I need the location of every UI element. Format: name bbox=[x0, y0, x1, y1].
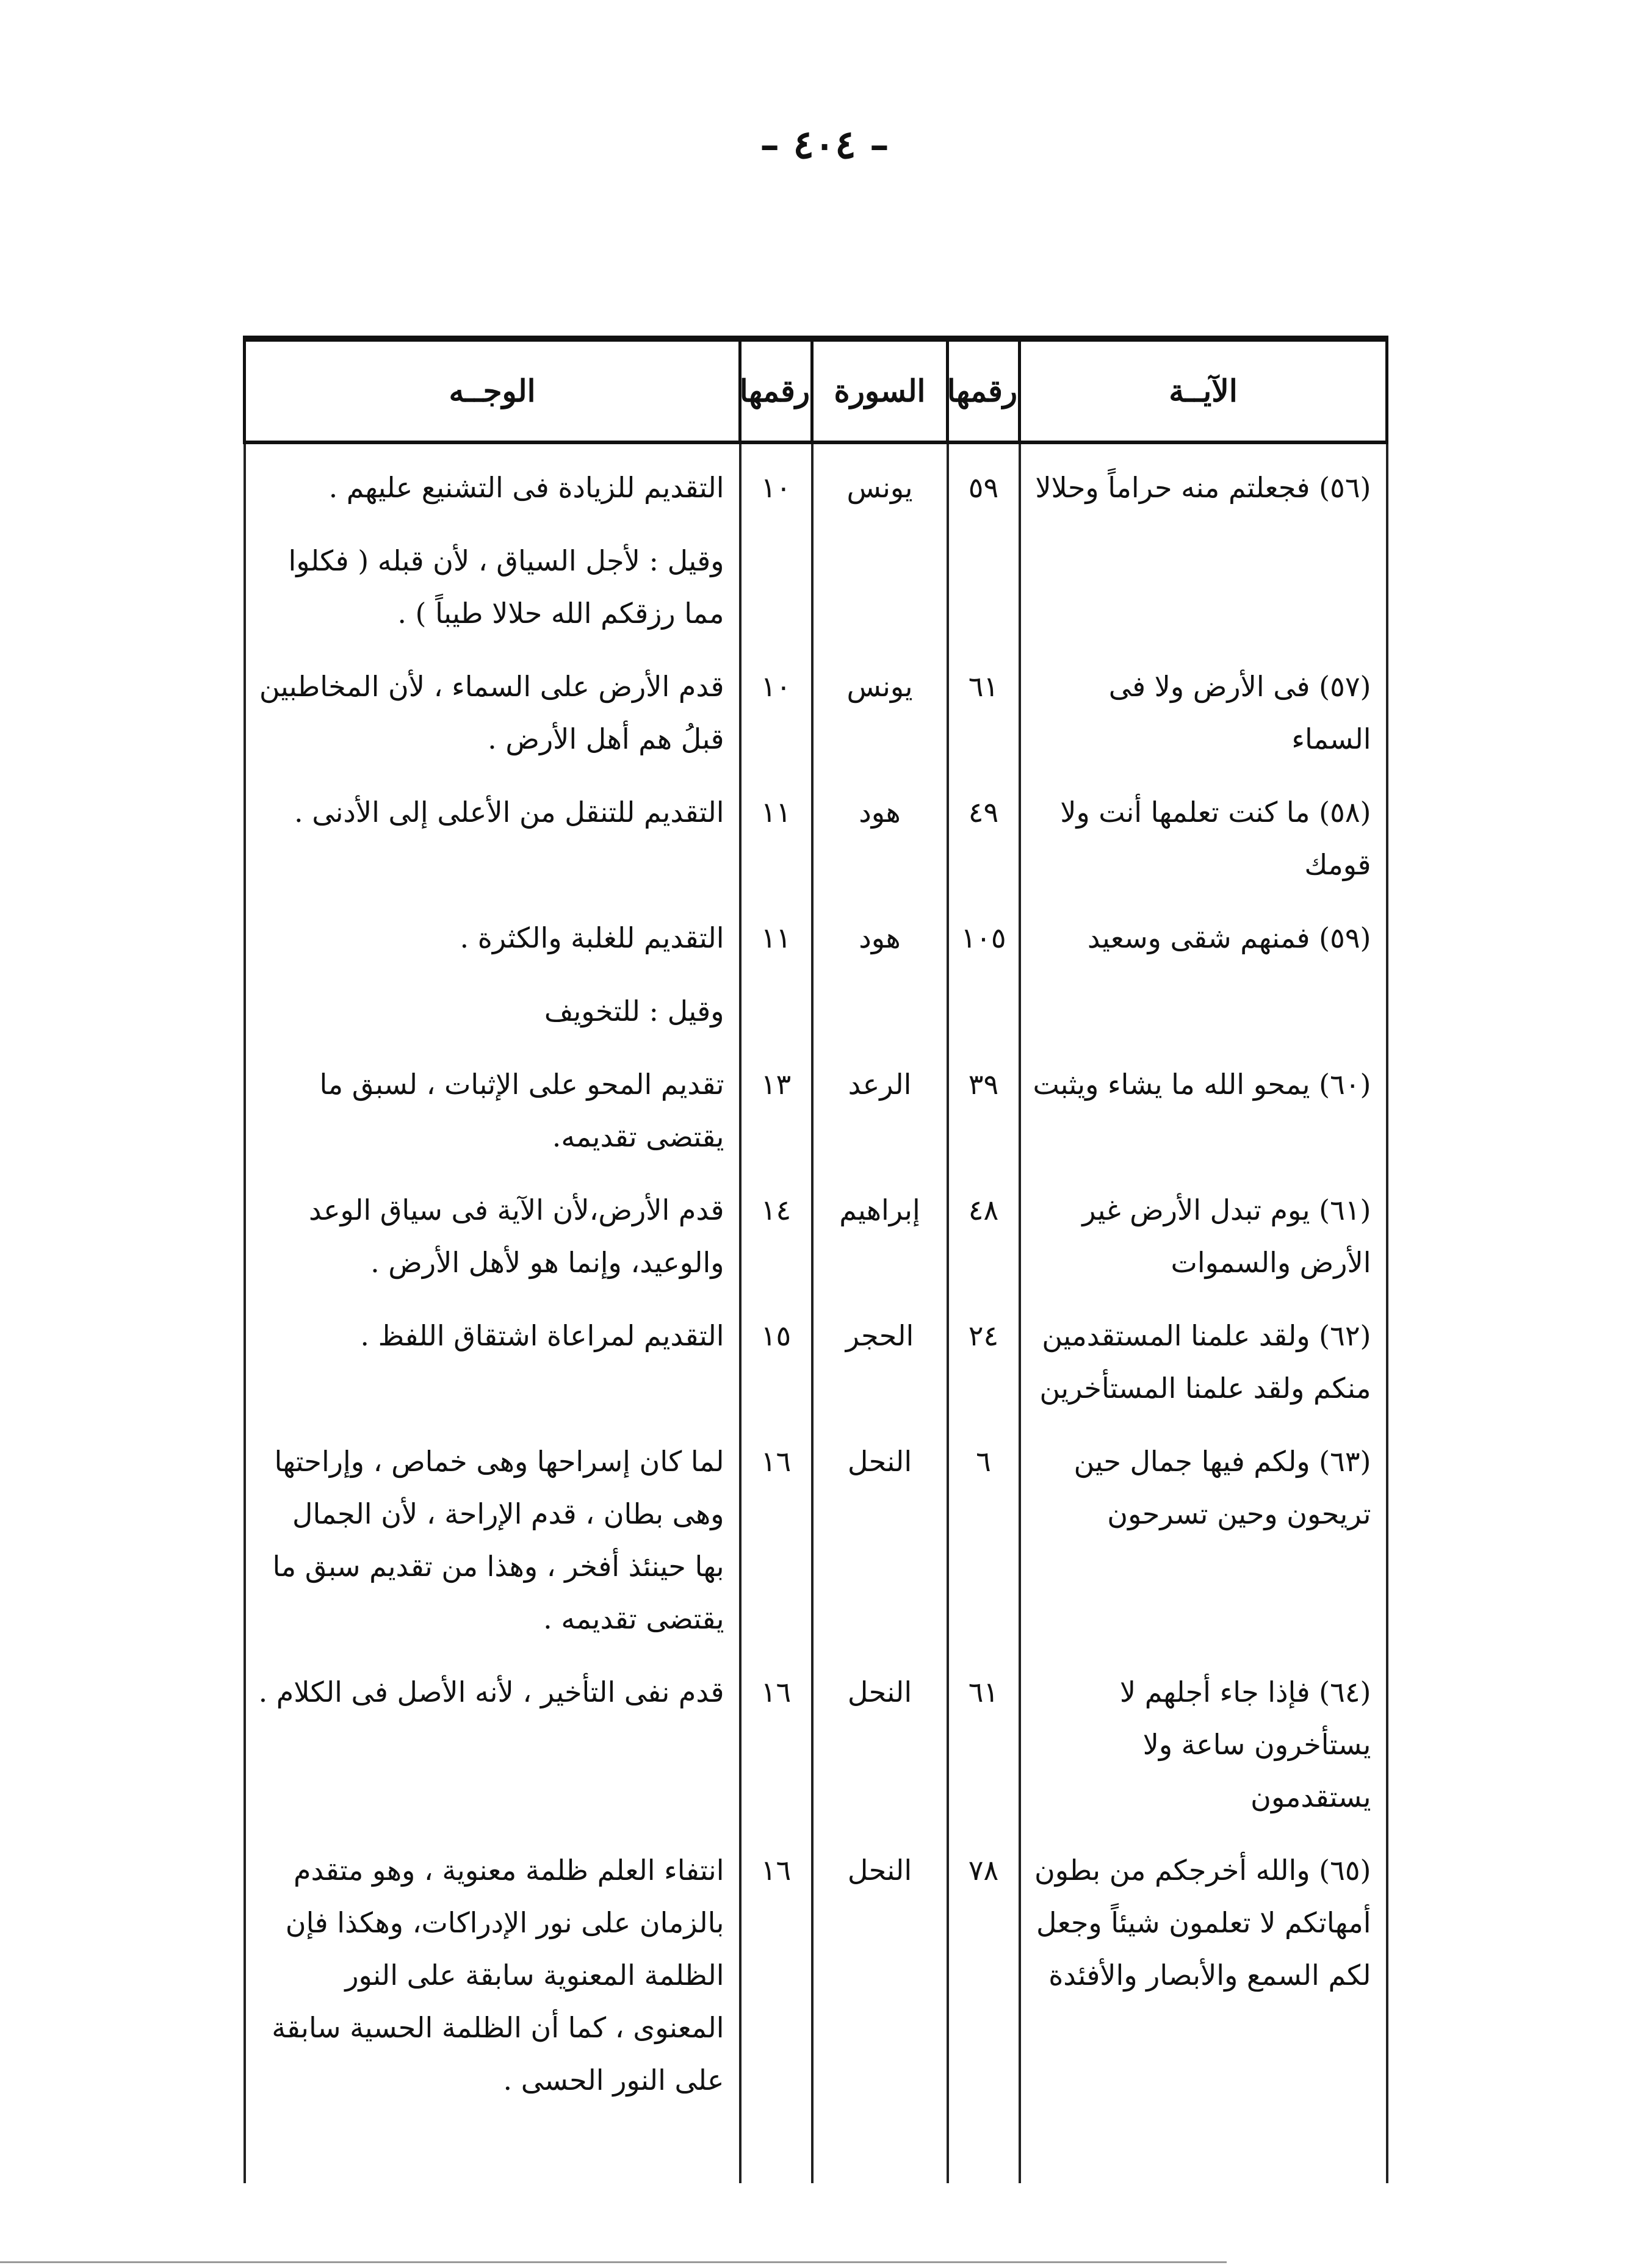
table-row bbox=[245, 643, 1387, 769]
ayah-number-cell bbox=[948, 517, 1020, 643]
surah-number-cell: ١٠ bbox=[740, 643, 812, 769]
surah-number-cell: ١٦ bbox=[740, 1418, 812, 1649]
ayah-cell bbox=[1020, 968, 1387, 1041]
table-row bbox=[245, 1827, 1387, 2110]
ayah-cell: (٥٨) ما كنت تعلمها أنت ولا قومك bbox=[1020, 769, 1387, 895]
spacer-cell bbox=[245, 2110, 740, 2183]
ayah-cell: (٥٧) فى الأرض ولا فى السماء bbox=[1020, 643, 1387, 769]
surah-cell: الحجر bbox=[812, 1292, 948, 1418]
surah-cell: النحل bbox=[812, 1418, 948, 1649]
surah-number-cell: ١٣ bbox=[740, 1041, 812, 1167]
table-row bbox=[245, 517, 1387, 643]
ayah-number-cell: ٣٩ bbox=[948, 1041, 1020, 1167]
surah-cell: يونس bbox=[812, 442, 948, 517]
wajh-cell: لما كان إسراحها وهى خماص ، وإراحتها وهى بطان ، قدم الإراحة ، لأن الجمال بها حينئذ أفخر ، وهذا من تقديم سبق ما يقتضى تقديمه . bbox=[245, 1418, 740, 1649]
table-row bbox=[245, 769, 1387, 895]
surah-number-cell: ١٦ bbox=[740, 1827, 812, 2110]
ayah-number-cell: ٤٩ bbox=[948, 769, 1020, 895]
wajh-cell: انتفاء العلم ظلمة معنوية ، وهو متقدم بالزمان على نور الإدراكات، وهكذا فإن الظلمة المعنوية سابقة على النور المعنوى ، كما أن الظلمة الحسية سابقة على النور الحسى . bbox=[245, 1827, 740, 2110]
surah-cell: النحل bbox=[812, 1649, 948, 1827]
ayah-number-cell: ٧٨ bbox=[948, 1827, 1020, 2110]
spacer-cell bbox=[1020, 2110, 1387, 2183]
spacer-cell bbox=[948, 2110, 1020, 2183]
surah-number-cell: ١١ bbox=[740, 769, 812, 895]
table-row bbox=[245, 1649, 1387, 1827]
ayah-number-cell: ٦١ bbox=[948, 643, 1020, 769]
wajh-cell: وقيل : للتخويف bbox=[245, 968, 740, 1041]
ayah-cell: (٦٤) فإذا جاء أجلهم لا يستأخرون ساعة ولا يستقدمون bbox=[1020, 1649, 1387, 1827]
ayah-number-cell: ٥٩ bbox=[948, 442, 1020, 517]
ayah-cell: (٦٢) ولقد علمنا المستقدمين منكم ولقد علمنا المستأخرين bbox=[1020, 1292, 1387, 1418]
ayah-cell: (٦٠) يمحو الله ما يشاء ويثبت bbox=[1020, 1041, 1387, 1167]
surah-cell: الرعد bbox=[812, 1041, 948, 1167]
table-row bbox=[245, 1292, 1387, 1418]
header-wajh: الوجــه bbox=[245, 339, 740, 442]
table-row bbox=[245, 442, 1387, 517]
table-row bbox=[245, 1167, 1387, 1292]
surah-cell: إبراهيم bbox=[812, 1167, 948, 1292]
surah-number-cell: ١١ bbox=[740, 895, 812, 968]
ayah-number-cell bbox=[948, 968, 1020, 1041]
ayah-cell: (٦٣) ولكم فيها جمال حين تريحون وحين تسرحون bbox=[1020, 1418, 1387, 1649]
surah-cell: هود bbox=[812, 895, 948, 968]
table-row bbox=[245, 968, 1387, 1041]
surah-number-cell: ١٤ bbox=[740, 1167, 812, 1292]
wajh-cell: وقيل : لأجل السياق ، لأن قبله ( فكلوا مما رزقكم الله حلالا طيباً ) . bbox=[245, 517, 740, 643]
ayah-cell: (٥٦) فجعلتم منه حراماً وحلالا bbox=[1020, 442, 1387, 517]
surah-number-cell bbox=[740, 968, 812, 1041]
page-number: – ٤٠٤ – bbox=[760, 122, 889, 168]
ayah-number-cell: ٦ bbox=[948, 1418, 1020, 1649]
table-tail-spacer bbox=[245, 2110, 1387, 2183]
surah-number-cell bbox=[740, 517, 812, 643]
ayah-cell: (٦٥) والله أخرجكم من بطون أمهاتكم لا تعلمون شيئاً وجعل لكم السمع والأبصار والأفئدة bbox=[1020, 1827, 1387, 2110]
page-bottom-rule bbox=[0, 2261, 1227, 2263]
table-row bbox=[245, 1418, 1387, 1649]
header-ayah-number: رقمها bbox=[948, 339, 1020, 442]
surah-cell: النحل bbox=[812, 1827, 948, 2110]
spacer-cell bbox=[812, 2110, 948, 2183]
ayah-number-cell: ٤٨ bbox=[948, 1167, 1020, 1292]
ayah-cell: (٥٩) فمنهم شقى وسعيد bbox=[1020, 895, 1387, 968]
wajh-cell: التقديم للغلبة والكثرة . bbox=[245, 895, 740, 968]
wajh-cell: قدم نفى التأخير ، لأنه الأصل فى الكلام . bbox=[245, 1649, 740, 1827]
wajh-cell: التقديم للتنقل من الأعلى إلى الأدنى . bbox=[245, 769, 740, 895]
surah-cell bbox=[812, 517, 948, 643]
wajh-cell: التقديم لمراعاة اشتقاق اللفظ . bbox=[245, 1292, 740, 1418]
wajh-cell: تقديم المحو على الإثبات ، لسبق ما يقتضى تقديمه. bbox=[245, 1041, 740, 1167]
surah-cell: هود bbox=[812, 769, 948, 895]
ayah-number-cell: ٦١ bbox=[948, 1649, 1020, 1827]
surah-cell: يونس bbox=[812, 643, 948, 769]
surah-cell bbox=[812, 968, 948, 1041]
table-row bbox=[245, 895, 1387, 968]
table-row bbox=[245, 1041, 1387, 1167]
table-header-row bbox=[245, 339, 1387, 442]
surah-number-cell: ١٥ bbox=[740, 1292, 812, 1418]
surah-number-cell: ١٦ bbox=[740, 1649, 812, 1827]
spacer-cell bbox=[740, 2110, 812, 2183]
header-ayah: الآيــة bbox=[1020, 339, 1387, 442]
ayah-cell: (٦١) يوم تبدل الأرض غير الأرض والسموات bbox=[1020, 1167, 1387, 1292]
header-surah-number: رقمها bbox=[740, 339, 812, 442]
surah-number-cell: ١٠ bbox=[740, 442, 812, 517]
ayah-number-cell: ٢٤ bbox=[948, 1292, 1020, 1418]
wajh-cell: التقديم للزيادة فى التشنيع عليهم . bbox=[245, 442, 740, 517]
ayah-number-cell: ١٠٥ bbox=[948, 895, 1020, 968]
verses-table bbox=[243, 336, 1388, 2183]
wajh-cell: قدم الأرض،لأن الآية فى سياق الوعد والوعيد، وإنما هو لأهل الأرض . bbox=[245, 1167, 740, 1292]
verses-table-container bbox=[243, 336, 1385, 2097]
header-surah: السورة bbox=[812, 339, 948, 442]
ayah-cell bbox=[1020, 517, 1387, 643]
wajh-cell: قدم الأرض على السماء ، لأن المخاطبين قبلُ هم أهل الأرض . bbox=[245, 643, 740, 769]
